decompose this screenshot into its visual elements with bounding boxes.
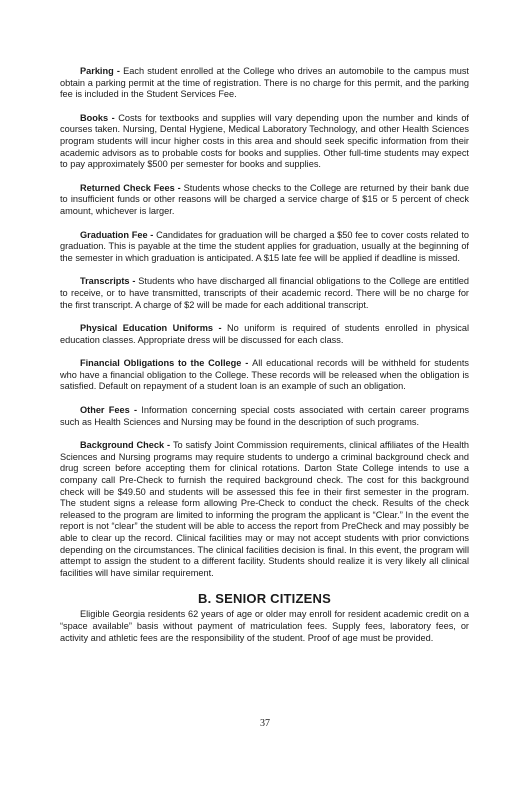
page-number: 37 [260,718,270,729]
fee-text: All educational records will be withheld for students who have a financial obligation to the College. These records will be released when the obligation is satisfied. Default on repayment of a student loan is an example of such an obligation. [60,358,469,392]
fee-text: Costs for textbooks and supplies will vary depending upon the number and kinds of courses taken. Nursing, Dental Hygiene, Medical Laboratory Technology, and other Health Sciences program students will incur higher costs in this area and should seek specific information from their academic advisors as to probable costs for books and supplies. Other full-time students may expect to pay approximately $500 per semester for books and supplies. [60,112,469,170]
fee-text: Students who have discharged all financial obligations to the College are entitled to receive, or to have transmitted, transcripts of their academic record. There will be no charge for the first transcript. A charge of $2 will be made for each additional transcript. [60,276,469,310]
fee-paragraph-graduation [60,230,469,265]
fee-text: To satisfy Joint Commission requirements, clinical affiliates of the Health Sciences and Nursing programs may require students to undergo a criminal background check and drug screen before accepting them for clinical rotations. Darton State College intends to use a company call Pre-Check to furnish the required background check. The cost for this background check will be $49.50 and students will be assessed this fee in their first semester in the program. The student signs a release form allowing Pre-Check to conduct the check. Results of the check released to the program are limited to informing the program the applicant is “Clear.” In the event the report is not “clear” the student will be able to access the report from PreCheck and may possibly be able to clear up the record. Clinical facilities may or may not accept students with prior convictions depending on the circumstances. The clinical facilities decision is final. In this event, the program will attempt to assign the student to a different facility. Students should realize it is very likely all clinical facilities will have similar requirement. [60,440,469,578]
fee-paragraph-parking [60,66,469,101]
fee-paragraph-background-check [60,440,469,579]
section-heading-senior-citizens: B. SENIOR CITIZENS [198,591,331,607]
senior-citizens-paragraph: Eligible Georgia residents 62 years of age or older may enroll for resident academic credit on a “space available” basis without payment of matriculation fees. Supply fees, laboratory fees, or activity and athletic fees are the responsibility of the student. Proof of age must be provided. [60,609,469,643]
fee-term: Financial Obligations to the College - [80,358,253,369]
fee-term: Books - [80,112,119,123]
fee-text: Information concerning special costs associated with certain career programs such as Health Sciences and Nursing may be found in the description of such programs. [60,405,469,427]
fee-term: Other Fees - [80,405,142,416]
fee-text: Each student enrolled at the College who drives an automobile to the campus must obtain a parking permit at the time of registration. There is no charge for this permit, and the parking fee is included in the Student Services Fee. [60,66,469,100]
fee-paragraph-other-fees [60,405,469,428]
fee-text: Students whose checks to the College are returned by their bank due to insufficient funds or other reasons will be charged a service charge of $15 or 5 percent of check amount, whichever is larger. [60,182,469,216]
fee-term: Returned Check Fees - [80,182,184,193]
fee-paragraph-returned-check [60,183,469,218]
fee-text: Candidates for graduation will be charged a $50 fee to cover costs related to graduation. This is payable at the time the student applies for graduation, usually at the beginning of the semester in which graduation is anticipated. A $15 late fee will be applied if deadline is missed. [60,229,469,263]
fee-paragraph-books [60,113,469,171]
fee-term: Transcripts - [80,276,139,287]
fee-term: Parking - [80,66,124,76]
fee-paragraph-pe-uniforms [60,323,469,346]
fee-term: Physical Education Uniforms - [80,323,227,334]
fee-paragraph-transcripts [60,276,469,311]
fee-term: Background Check - [80,440,173,451]
document-body [60,66,469,644]
fee-text: No uniform is required of students enrolled in physical education classes. Appropriate dress will be discussed for each class. [60,323,469,345]
fee-term: Graduation Fee - [80,229,157,240]
fee-paragraph-financial-obligations [60,358,469,393]
